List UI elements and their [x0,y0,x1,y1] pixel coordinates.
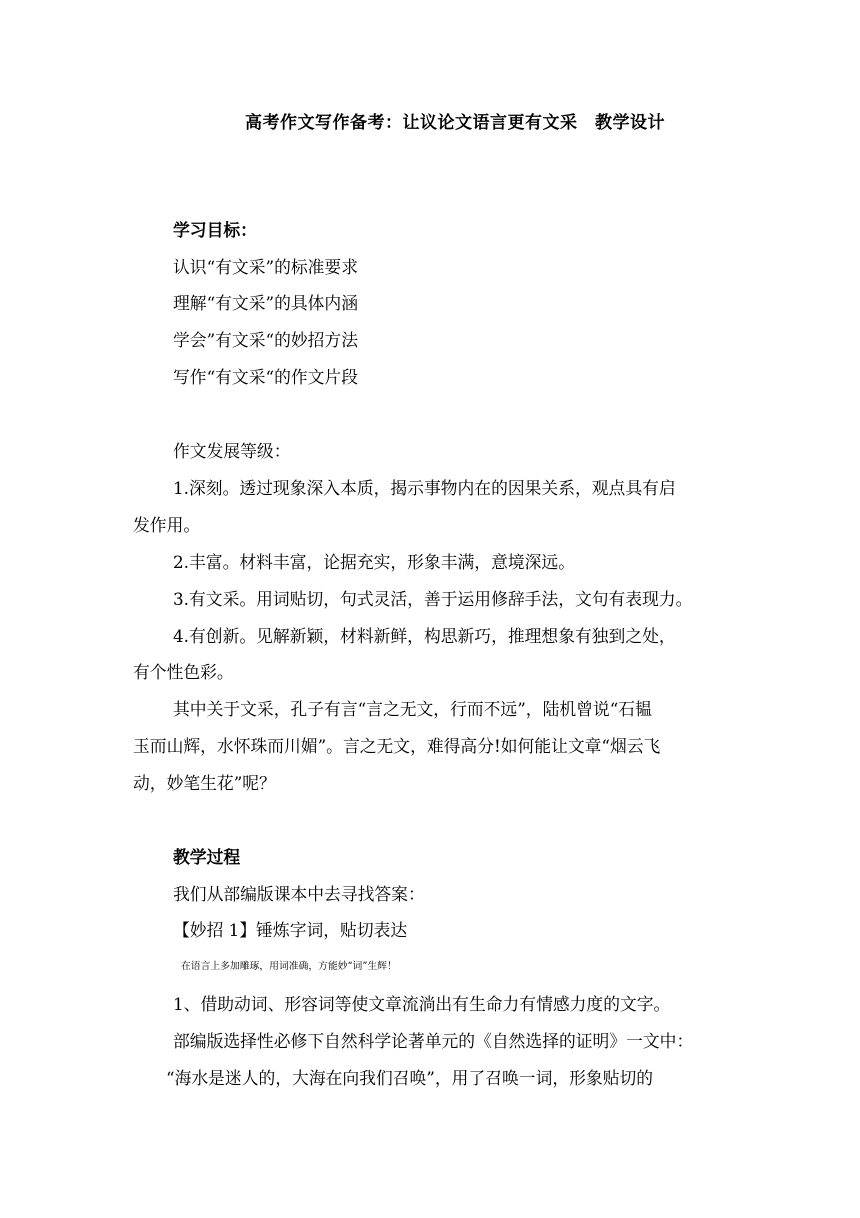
example-line-2: “海水是迷人的，大海在向我们召唤”，用了召唤一词，形象贴切的 [166,1068,654,1088]
objective-item: 理解“有文采”的具体内涵 [173,293,358,313]
objective-item: 学会”有文采“的妙招方法 [173,330,358,350]
level-item-2: 2.丰富。材料丰富，论据充实，形象丰满，意境深远。 [173,552,575,572]
process-intro: 我们从部编版课本中去寻找答案： [173,884,425,904]
quote-paragraph-line-3: 动，妙笔生花”呢？ [133,773,276,793]
example-line-1: 部编版选择性必修下自然科学论著单元的《自然选择的证明》一文中： [173,1031,694,1051]
quote-paragraph-line-1: 其中关于文采，孔子有言“言之无文，行而不远”，陆机曾说“石韫 [173,699,652,719]
level-item-1-line-2: 发作用。 [133,515,201,535]
level-item-4-line-1: 4.有创新。见解新颖，材料新鲜，构思新巧，推理想象有独到之处， [173,626,676,646]
tip-1-description: 在语言上多加雕琢，用词准确，方能妙“词”生辉！ [181,961,397,972]
objectives-heading: 学习目标： [173,220,257,240]
point-1: 1、借助动词、形容词等使文章流淌出有生命力有情感力度的文字。 [173,994,671,1014]
objective-item: 写作“有文采“的作文片段 [173,367,358,387]
quote-paragraph-line-2: 玉而山辉，水怀珠而川媚”。言之无文，难得高分!如何能让文章“烟云飞 [133,736,661,756]
objective-item: 认识“有文采”的标准要求 [173,257,358,277]
levels-heading: 作文发展等级： [173,441,291,461]
tip-1-heading: 【妙招 1】锤炼字词，贴切表达 [173,920,408,940]
process-heading: 教学过程 [173,847,241,867]
level-item-1-line-1: 1.深刻。透过现象深入本质，揭示事物内在的因果关系，观点具有启 [173,478,676,498]
level-item-4-line-2: 有个性色彩。 [133,662,234,682]
document-title: 高考作文写作备考：让议论文语言更有文采 教学设计 [245,113,665,133]
level-item-3: 3.有文采。用词贴切，句式灵活，善于运用修辞手法，文句有表现力。 [173,589,693,609]
